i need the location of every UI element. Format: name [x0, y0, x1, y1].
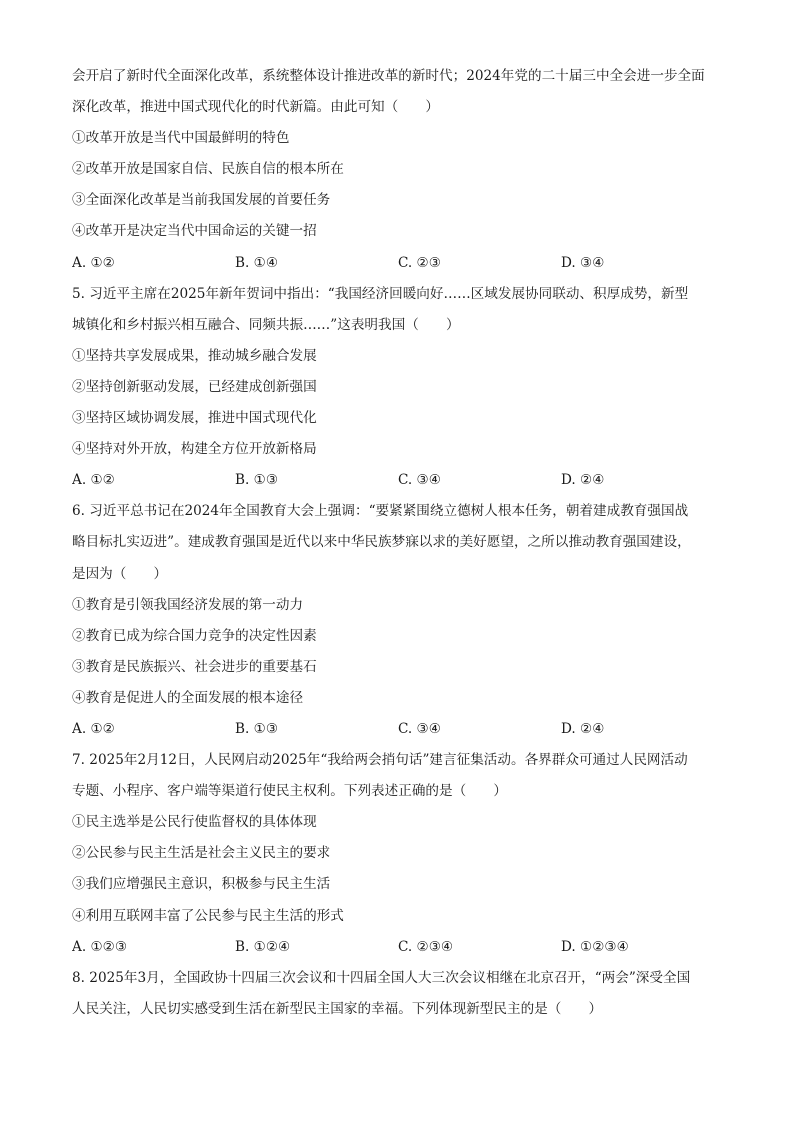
question-stem-line: 是因为（ ）: [72, 565, 168, 582]
option-c[interactable]: C. ③④: [398, 472, 441, 489]
statement-1: ①民主选举是公民行使监督权的具体体现: [72, 814, 317, 831]
option-a[interactable]: A. ①②: [72, 472, 115, 489]
question-stem-line: 8. 2025年3月，全国政协十四届三次会议和十四届全国人大三次会议相继在北京召开，“两会”深受全国: [72, 969, 691, 986]
option-d[interactable]: D. ②④: [561, 472, 605, 489]
question-stem-line: 略目标扎实迈进”。建成教育强国是近代以来中华民族梦寐以求的美好愿望，之所以推动教育强国建设，: [72, 534, 691, 551]
option-d[interactable]: D. ①②③④: [561, 938, 629, 955]
option-c[interactable]: C. ②③④: [398, 938, 454, 955]
option-b[interactable]: B. ①②④: [235, 938, 291, 955]
option-b[interactable]: B. ①③: [235, 720, 279, 737]
question-stem-line: 会开启了新时代全面深化改革，系统整体设计推进改革的新时代；2024年党的二十届三中全会进一步全面: [72, 68, 705, 84]
question-5: [72, 284, 732, 491]
answer-options: [72, 470, 732, 490]
statement-2: ②改革开放是国家自信、民族自信的根本所在: [72, 161, 344, 178]
question-stem-line: 6. 习近平总书记在2024年全国教育大会上强调：“要紧紧围绕立德树人根本任务，朝着建成教育强国战: [72, 503, 689, 520]
option-b[interactable]: B. ①④: [235, 254, 279, 271]
statement-1: ①改革开放是当代中国最鲜明的特色: [72, 130, 290, 147]
option-c[interactable]: C. ②③: [398, 254, 441, 271]
question-stem-line: 深化改革，推进中国式现代化的时代新篇。由此可知（ ）: [72, 99, 440, 116]
option-a[interactable]: A. ①②: [72, 254, 115, 271]
statement-4: ④教育是促进人的全面发展的根本途径: [72, 689, 304, 706]
option-d[interactable]: D. ②④: [561, 720, 605, 737]
option-c[interactable]: C. ③④: [398, 720, 441, 737]
statement-3: ③我们应增强民主意识，积极参与民主生活: [72, 876, 331, 893]
exam-page: [72, 66, 732, 1030]
question-4: [72, 66, 732, 273]
question-8: [72, 968, 732, 1019]
question-stem-line: 5. 习近平主席在2025年新年贺词中指出：“我国经济回暖向好……区域发展协同联动、积厚成势，新型: [72, 285, 689, 302]
option-d[interactable]: D. ③④: [561, 254, 605, 271]
statement-3: ③教育是民族振兴、社会进步的重要基石: [72, 658, 317, 675]
question-7: [72, 750, 732, 957]
question-6: [72, 501, 732, 739]
statement-2: ②坚持创新驱动发展，已经建成创新强国: [72, 378, 317, 395]
statement-3: ③全面深化改革是当前我国发展的首要任务: [72, 192, 331, 209]
option-a[interactable]: A. ①②: [72, 720, 115, 737]
answer-options: [72, 719, 732, 739]
question-stem-line: 人民关注，人民切实感受到生活在新型民主国家的幸福。下列体现新型民主的是（ ）: [72, 1000, 603, 1017]
answer-options: [72, 937, 732, 957]
statement-4: ④利用互联网丰富了公民参与民主生活的形式: [72, 907, 344, 924]
option-b[interactable]: B. ①③: [235, 472, 279, 489]
statement-4: ④坚持对外开放，构建全方位开放新格局: [72, 441, 317, 458]
answer-options: [72, 253, 732, 273]
question-stem-line: 7. 2025年2月12日，人民网启动2025年“我给两会捎句话”建言征集活动。各界群众可通过人民网活动: [72, 752, 688, 769]
statement-1: ①坚持共享发展成果，推动城乡融合发展: [72, 347, 317, 364]
statement-2: ②教育已成为综合国力竞争的决定性因素: [72, 627, 317, 644]
option-a[interactable]: A. ①②③: [72, 938, 128, 955]
statement-4: ④改革开是决定当代中国命运的关键一招: [72, 223, 317, 240]
statement-2: ②公民参与民主生活是社会主义民主的要求: [72, 845, 331, 862]
statement-1: ①教育是引领我国经济发展的第一动力: [72, 596, 304, 613]
question-stem-line: 专题、小程序、客户端等渠道行使民主权利。下列表述正确的是（ ）: [72, 783, 507, 800]
statement-3: ③坚持区域协调发展，推进中国式现代化: [72, 410, 317, 427]
question-stem-line: 城镇化和乡村振兴相互融合、同频共振……”这表明我国（ ）: [72, 316, 460, 333]
